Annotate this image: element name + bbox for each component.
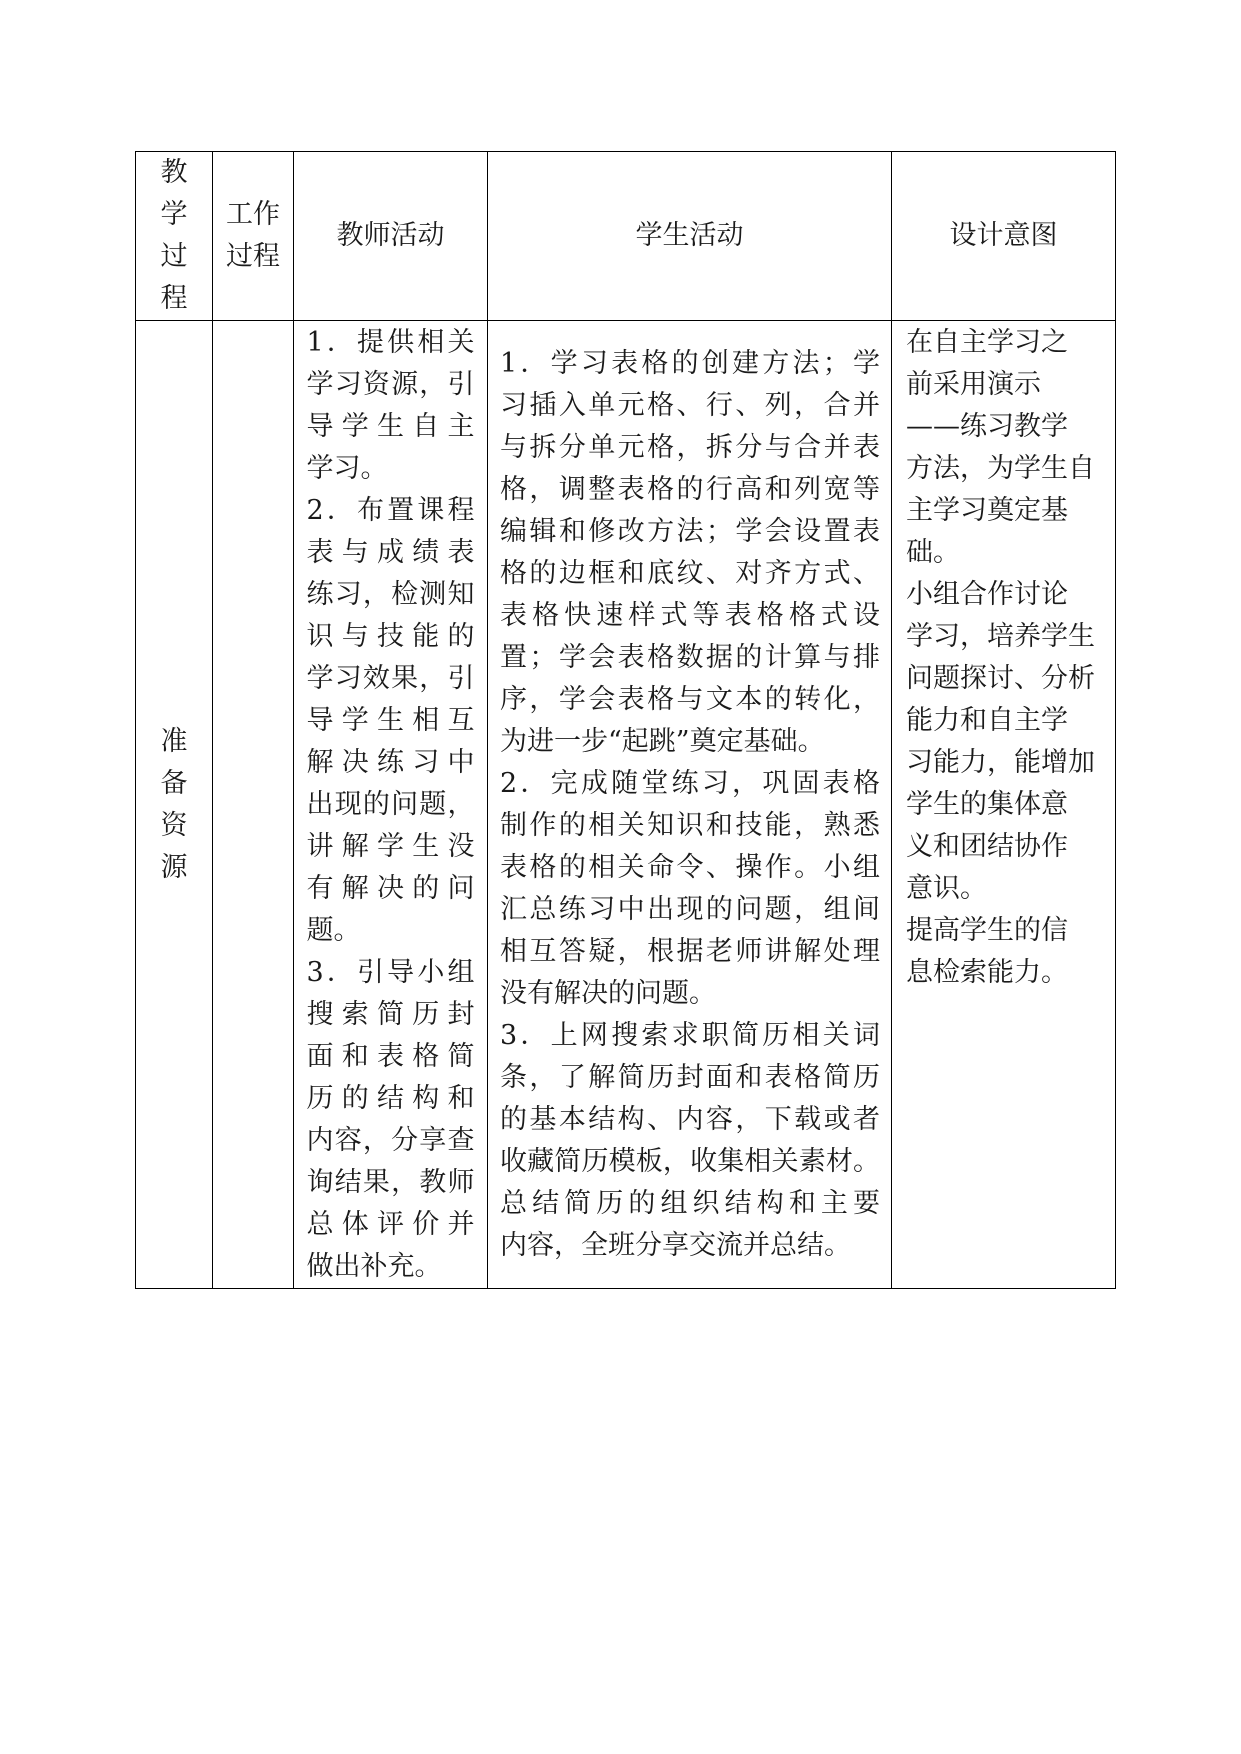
text-line: 1．提供相关 [306, 327, 475, 358]
text-line: 习插入单元格、行、列，合并 [500, 389, 880, 421]
paragraph [906, 322, 1115, 574]
paragraph [307, 490, 475, 952]
header-design-intent-cell [892, 152, 1116, 321]
text-line: 没有解决的问题。 [500, 977, 716, 1009]
text-line: 为进一步“起跳”奠定基础。 [500, 725, 825, 757]
text-line: 汇总练习中出现的问题，组间 [500, 893, 880, 925]
text-line: 意识。 [906, 873, 987, 904]
header-row [136, 152, 1116, 321]
text-line: 内容，分享查 [306, 1125, 475, 1156]
text-line: 3．引导小组 [306, 957, 475, 988]
text-line: 表格的相关命令、操作。小组 [500, 851, 880, 883]
paragraph [906, 910, 1115, 994]
paragraph [500, 763, 880, 1015]
text-line: 问题探讨、分析 [906, 663, 1095, 694]
text-line: 与拆分单元格，拆分与合并表 [500, 431, 880, 463]
text-line: 编辑和修改方法；学会设置表 [500, 515, 880, 547]
design-intent-text [906, 322, 1115, 994]
paragraph [500, 1015, 880, 1267]
text-line: 提高学生的信 [906, 915, 1068, 946]
header-work-process-cell [213, 152, 294, 321]
text-line: 收藏简历模板，收集相关素材。 [500, 1145, 880, 1177]
text-line: 询结果，教师 [306, 1167, 475, 1198]
text-line: 序，学会表格与文本的转化， [500, 683, 880, 715]
text-line: 条，了解简历封面和表格简历 [500, 1061, 880, 1093]
text-line: 总结简历的组织结构和主要 [500, 1187, 880, 1219]
text-line: 学习效果，引 [306, 663, 475, 694]
text-line: 相互答疑，根据老师讲解处理 [500, 935, 880, 967]
paragraph [307, 322, 475, 490]
text-line: 能力和自主学 [906, 705, 1068, 736]
text-line: 义和团结协作 [906, 831, 1068, 862]
text-line: 学习，培养学生 [906, 621, 1095, 652]
header-stage-label: 教学过程 [160, 157, 188, 314]
paragraph [906, 574, 1115, 910]
text-line: 方法，为学生自 [906, 453, 1095, 484]
stage-label: 准备资源 [160, 725, 188, 883]
text-line: 1．学习表格的创建方法；学 [500, 347, 880, 379]
text-line: 前采用演示 [906, 369, 1041, 400]
teacher-activity-cell [294, 321, 488, 1289]
teacher-activity-text [307, 322, 475, 1288]
text-line: 础。 [906, 537, 960, 568]
design-intent-cell [892, 321, 1116, 1289]
text-line: 学习资源，引 [306, 369, 475, 400]
text-line: 息检索能力。 [906, 957, 1068, 988]
header-student-activity-label: 学生活动 [635, 220, 744, 251]
header-stage-cell [136, 152, 213, 321]
text-line: 出现的问题， [306, 789, 475, 820]
paragraph [500, 343, 880, 763]
text-line: 解决练习中 [306, 747, 475, 778]
text-line: 表格快速样式等表格格式设 [500, 599, 880, 631]
text-line: 讲解学生没 [306, 831, 475, 862]
text-line: 练习，检测知 [306, 579, 475, 610]
text-line: 在自主学习之 [906, 327, 1068, 358]
text-line: 做出补充。 [306, 1251, 442, 1282]
text-line: 2．完成随堂练习，巩固表格 [500, 767, 880, 799]
text-line: 置；学会表格数据的计算与排 [500, 641, 880, 673]
text-line: 2．布置课程 [306, 495, 475, 526]
text-line: 导学生自主 [306, 411, 475, 442]
text-line: 搜索简历封 [306, 999, 475, 1030]
paragraph [307, 952, 475, 1288]
text-line: 题。 [306, 915, 361, 946]
stage-cell [136, 321, 213, 1289]
text-line: 格，调整表格的行高和列宽等 [500, 473, 880, 505]
lesson-plan-table [135, 151, 1116, 1289]
text-line: 的基本结构、内容，下载或者 [500, 1103, 880, 1135]
text-line: 3．上网搜索求职简历相关词 [500, 1019, 880, 1051]
text-line: 学生的集体意 [906, 789, 1068, 820]
text-line: 小组合作讨论 [906, 579, 1068, 610]
header-design-intent-label: 设计意图 [949, 220, 1058, 251]
text-line: 习能力，能增加 [906, 747, 1095, 778]
header-student-activity-cell [488, 152, 892, 321]
header-teacher-activity-label: 教师活动 [336, 220, 445, 251]
text-line: 格的边框和底纹、对齐方式、 [500, 557, 880, 589]
text-line: ——练习教学 [906, 411, 1068, 442]
body-row [136, 321, 1116, 1289]
text-line: 识与技能的 [306, 621, 475, 652]
student-activity-text [500, 343, 880, 1267]
text-line: 主学习奠定基 [906, 495, 1068, 526]
text-line: 表与成绩表 [306, 537, 475, 568]
header-teacher-activity-cell [294, 152, 488, 321]
text-line: 导学生相互 [306, 705, 475, 736]
work-process-cell [213, 321, 294, 1289]
student-activity-cell [488, 321, 892, 1289]
text-line: 学习。 [306, 453, 388, 484]
header-work-process-label: 工作过程 [225, 199, 280, 272]
text-line: 有解决的问 [306, 873, 475, 904]
text-line: 制作的相关知识和技能，熟悉 [500, 809, 880, 841]
text-line: 面和表格简 [306, 1041, 475, 1072]
text-line: 总体评价并 [306, 1209, 475, 1240]
text-line: 历的结构和 [306, 1083, 475, 1114]
text-line: 内容，全班分享交流并总结。 [500, 1229, 851, 1261]
